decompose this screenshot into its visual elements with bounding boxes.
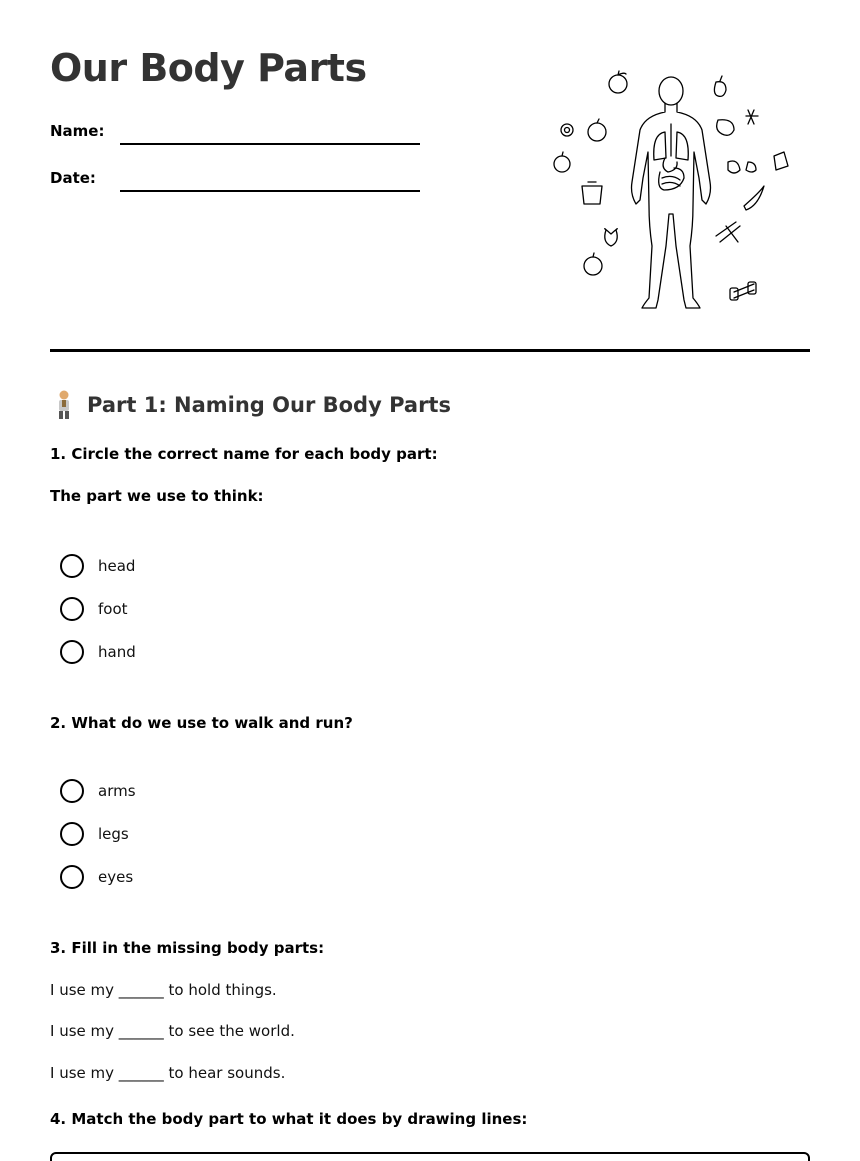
q2-option-legs-radio[interactable]: [60, 822, 84, 846]
q2-option-arms-label: arms: [98, 782, 136, 800]
q1-option-foot-radio[interactable]: [60, 597, 84, 621]
matching-box[interactable]: [50, 1152, 810, 1161]
section-divider: [50, 349, 810, 352]
q2-option-arms-radio[interactable]: [60, 779, 84, 803]
q1-option-hand-label: hand: [98, 643, 136, 661]
digestive-system-icon: [659, 158, 684, 190]
fill-blank-sentence-3[interactable]: I use my ______ to hear sounds.: [50, 1064, 286, 1082]
question-1-prompt: 1. Circle the correct name for each body part:: [50, 445, 438, 463]
q1-option-head[interactable]: [60, 554, 135, 578]
question-3-prompt: 3. Fill in the missing body parts:: [50, 939, 325, 957]
human-body-illustration-icon: [548, 66, 798, 316]
fill-blank-sentence-2[interactable]: I use my ______ to see the world.: [50, 1022, 295, 1040]
question-4-prompt: 4. Match the body part to what it does by drawing lines:: [50, 1110, 528, 1128]
lungs-icon: [654, 124, 689, 160]
q2-option-legs[interactable]: [60, 822, 129, 846]
q2-option-legs-label: legs: [98, 825, 129, 843]
q2-option-eyes-radio[interactable]: [60, 865, 84, 889]
person-icon: [50, 390, 78, 420]
q1-option-foot[interactable]: [60, 597, 128, 621]
q1-option-foot-label: foot: [98, 600, 128, 618]
body-outline: [632, 77, 711, 308]
question-2-prompt: 2. What do we use to walk and run?: [50, 714, 353, 732]
page-title: Our Body Parts: [50, 46, 367, 90]
q1-option-hand-radio[interactable]: [60, 640, 84, 664]
fill-blank-sentence-1[interactable]: I use my ______ to hold things.: [50, 981, 277, 999]
part1-heading: [50, 389, 451, 421]
question-1-subprompt: The part we use to think:: [50, 487, 264, 505]
name-label: Name:: [50, 122, 105, 140]
q2-option-eyes[interactable]: [60, 865, 133, 889]
part1-heading-text: Part 1: Naming Our Body Parts: [87, 393, 451, 417]
name-line[interactable]: [120, 143, 420, 145]
q2-option-arms[interactable]: [60, 779, 136, 803]
date-label: Date:: [50, 169, 96, 187]
q1-option-head-label: head: [98, 557, 136, 575]
q2-option-eyes-label: eyes: [98, 868, 134, 886]
date-line[interactable]: [120, 190, 420, 192]
q1-option-head-radio[interactable]: [60, 554, 84, 578]
q1-option-hand[interactable]: [60, 640, 136, 664]
